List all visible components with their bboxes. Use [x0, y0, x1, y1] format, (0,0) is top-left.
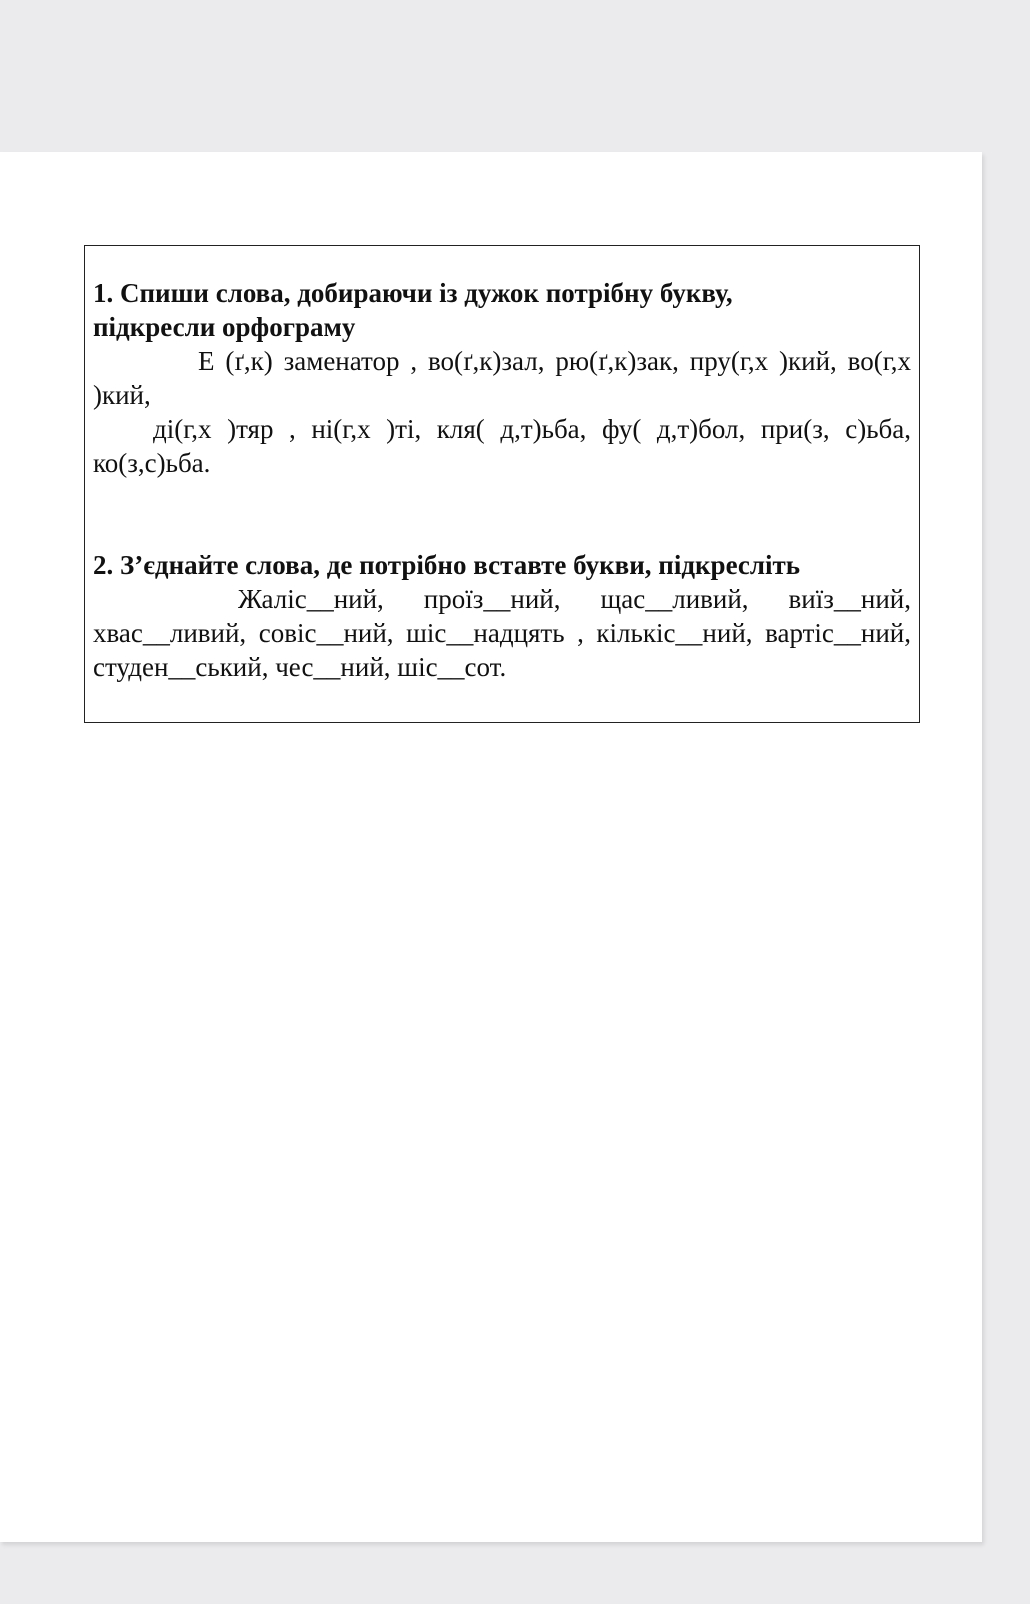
task1-words-line1: Е (ґ,к) заменатор , во(ґ,к)зал, рю(ґ,к)зак, пру(г,х )кий, во(г,х )кий,	[93, 346, 911, 410]
section-spacer	[93, 480, 911, 548]
task1-heading-line1: 1. Спиши слова, добираючи із дужок потрібну букву,	[93, 278, 733, 308]
task1-heading	[93, 276, 911, 344]
task2-heading: 2. З’єднайте слова, де потрібно вставте букви, підкресліть	[93, 550, 801, 580]
task1-words-line2: ді(г,х )тяр , ні(г,х )ті, кля( д,т)ьба, фу( д,т)бол, при(з, с)ьба, ко(з,с)ьба.	[93, 414, 911, 478]
task1-heading-line2: підкресли орфограму	[93, 312, 356, 342]
task-box	[84, 245, 920, 723]
task2-words: Жаліс__ний, проїз__ний, щас__ливий, виїз__ний, хвас__ливий, совіс__ний, шіс__надцять , кількіс__ний, вартіс__ний, студен__ський, чес__ний, шіс__сот.	[93, 584, 911, 682]
document-page	[0, 152, 982, 1542]
